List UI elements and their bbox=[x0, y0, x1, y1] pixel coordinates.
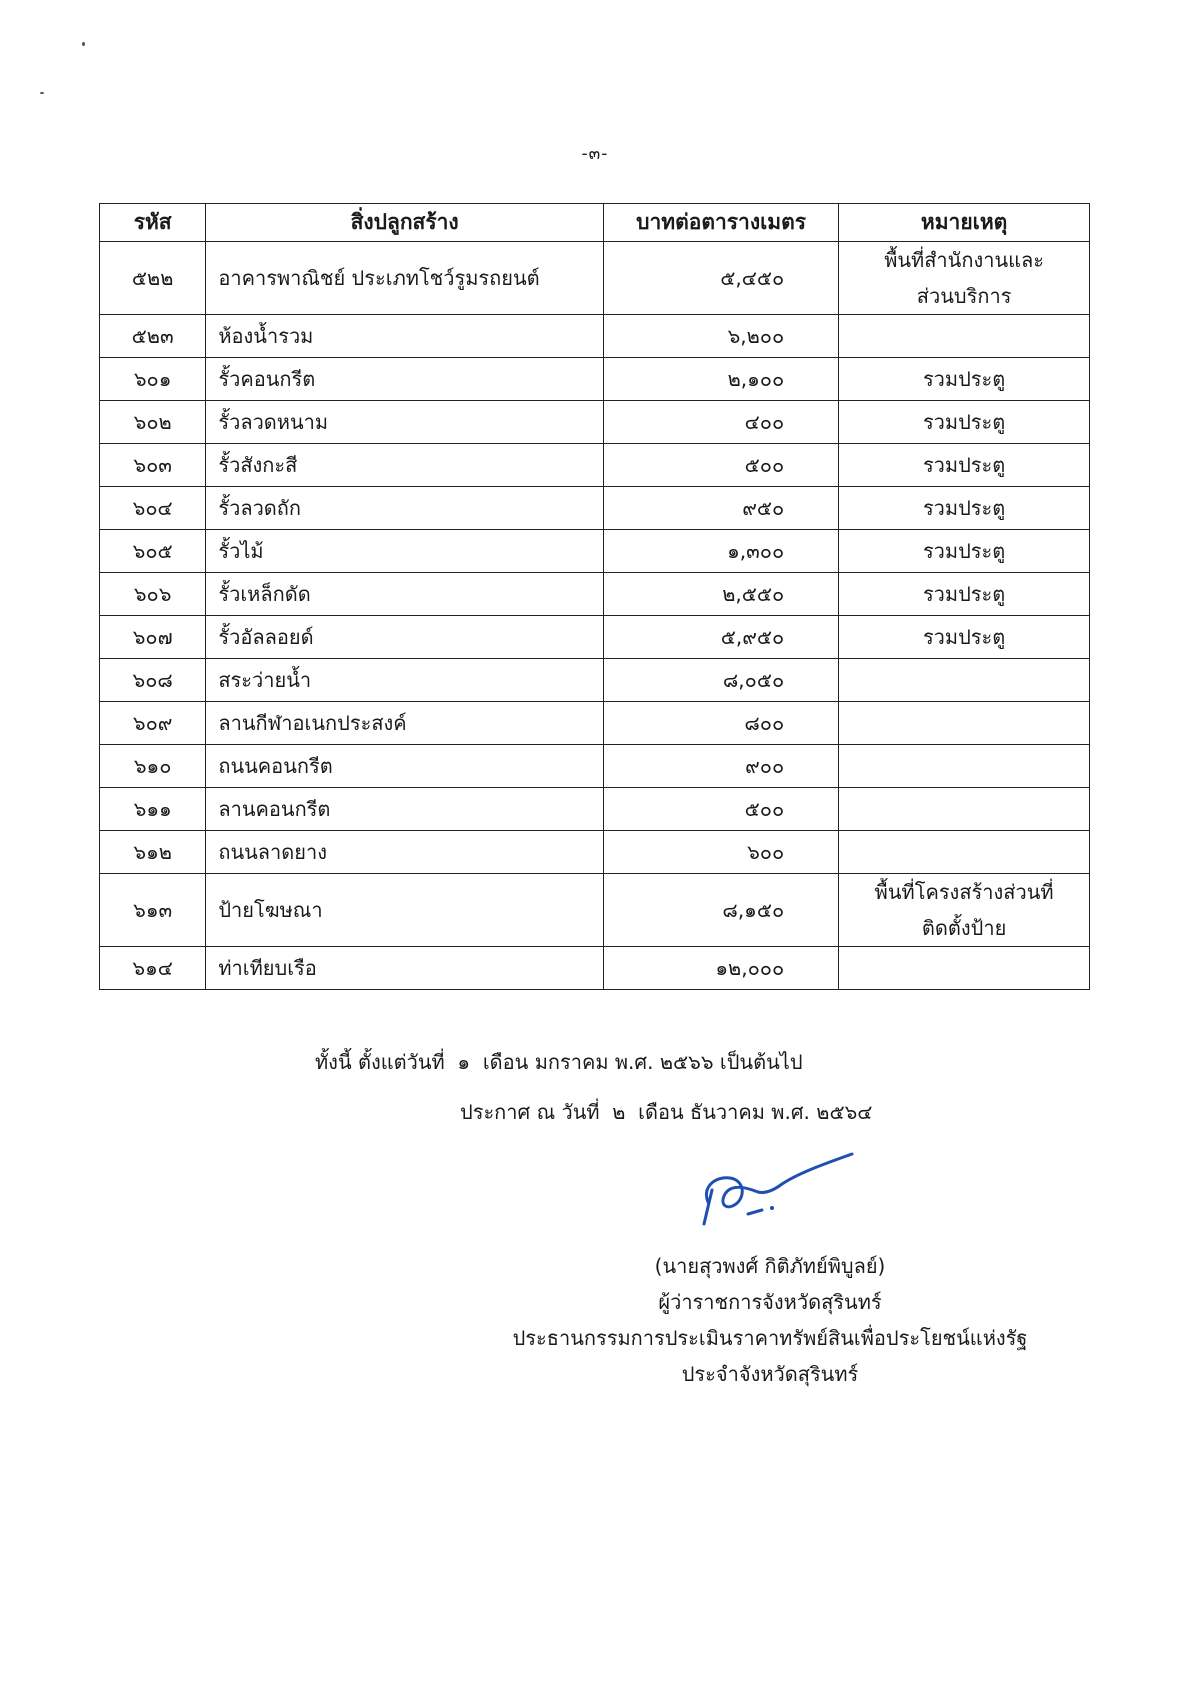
page-number: -๓- bbox=[581, 144, 609, 164]
table-row bbox=[100, 659, 1090, 702]
row-structure-name: รั้วลวดถัก bbox=[206, 487, 604, 530]
row-structure-name: ห้องน้ำรวม bbox=[206, 315, 604, 358]
row-price: ๒,๕๕๐ bbox=[603, 573, 838, 616]
remark-line: รวมประตู bbox=[922, 367, 1006, 391]
signer-position-committee: ประธานกรรมการประเมินราคาทรัพย์สินเพื่อประโยชน์แห่งรัฐ bbox=[512, 1326, 1028, 1350]
row-remark bbox=[839, 788, 1090, 831]
row-remark bbox=[839, 745, 1090, 788]
row-remark bbox=[839, 702, 1090, 745]
row-remark bbox=[839, 874, 1090, 947]
remark-line: รวมประตู bbox=[922, 539, 1006, 563]
row-code: ๖๐๗ bbox=[100, 616, 206, 659]
row-code: ๖๐๖ bbox=[100, 573, 206, 616]
row-price: ๖๐๐ bbox=[603, 831, 838, 874]
row-remark bbox=[839, 315, 1090, 358]
row-structure-name: ป้ายโฆษณา bbox=[206, 874, 604, 947]
row-structure-name: ลานกีฬาอเนกประสงค์ bbox=[206, 702, 604, 745]
row-price: ๒,๑๐๐ bbox=[603, 358, 838, 401]
header-remark: หมายเหตุ bbox=[839, 204, 1090, 242]
table-row bbox=[100, 358, 1090, 401]
row-price: ๔๐๐ bbox=[603, 401, 838, 444]
row-structure-name: รั้วอัลลอยด์ bbox=[206, 616, 604, 659]
row-price: ๖,๒๐๐ bbox=[603, 315, 838, 358]
remark-line: รวมประตู bbox=[922, 410, 1006, 434]
row-price: ๙๐๐ bbox=[603, 745, 838, 788]
row-price: ๑๒,๐๐๐ bbox=[603, 947, 838, 990]
row-remark bbox=[839, 573, 1090, 616]
row-code: ๖๑๑ bbox=[100, 788, 206, 831]
remark-line: พื้นที่โครงสร้างส่วนที่ bbox=[874, 880, 1054, 904]
row-structure-name: อาคารพาณิชย์ ประเภทโชว์รูมรถยนต์ bbox=[206, 242, 604, 315]
row-price: ๕๐๐ bbox=[603, 444, 838, 487]
row-price: ๙๕๐ bbox=[603, 487, 838, 530]
table-row bbox=[100, 530, 1090, 573]
announcement-date-text: ประกาศ ณ วันที่ ๒ เดือน ธันวาคม พ.ศ. ๒๕๖๔ bbox=[460, 1100, 873, 1124]
row-structure-name: รั้วคอนกรีต bbox=[206, 358, 604, 401]
table-row bbox=[100, 315, 1090, 358]
row-remark bbox=[839, 831, 1090, 874]
row-structure-name: รั้วลวดหนาม bbox=[206, 401, 604, 444]
row-structure-name: ถนนคอนกรีต bbox=[206, 745, 604, 788]
row-price: ๕,๔๕๐ bbox=[603, 242, 838, 315]
table-row bbox=[100, 487, 1090, 530]
table-row bbox=[100, 874, 1090, 947]
header-structure: สิ่งปลูกสร้าง bbox=[206, 204, 604, 242]
signer-position-governor: ผู้ว่าราชการจังหวัดสุรินทร์ bbox=[658, 1290, 882, 1314]
row-code: ๖๑๒ bbox=[100, 831, 206, 874]
remark-line: พื้นที่สำนักงานและ bbox=[884, 248, 1045, 272]
row-remark bbox=[839, 659, 1090, 702]
table-body bbox=[100, 242, 1090, 990]
row-price: ๕,๙๕๐ bbox=[603, 616, 838, 659]
row-code: ๖๐๑ bbox=[100, 358, 206, 401]
row-price: ๘,๐๕๐ bbox=[603, 659, 838, 702]
scan-speck bbox=[82, 42, 85, 46]
table-row bbox=[100, 444, 1090, 487]
table-header-row bbox=[100, 204, 1090, 242]
row-remark bbox=[839, 358, 1090, 401]
row-remark bbox=[839, 616, 1090, 659]
row-code: ๖๑๔ bbox=[100, 947, 206, 990]
row-code: ๖๐๒ bbox=[100, 401, 206, 444]
row-remark bbox=[839, 487, 1090, 530]
remark-line: ส่วนบริการ bbox=[916, 284, 1012, 308]
table-row bbox=[100, 242, 1090, 315]
table-row bbox=[100, 702, 1090, 745]
row-structure-name: รั้วสังกะสี bbox=[206, 444, 604, 487]
row-remark bbox=[839, 401, 1090, 444]
price-table bbox=[99, 203, 1090, 990]
remark-line: รวมประตู bbox=[922, 453, 1006, 477]
effective-date-text: ทั้งนี้ ตั้งแต่วันที่ ๑ เดือน มกราคม พ.ศ. ๒๕๖๖ เป็นต้นไป bbox=[315, 1050, 803, 1074]
signature-image bbox=[700, 1140, 860, 1230]
signer-block bbox=[470, 1248, 1070, 1392]
row-code: ๖๐๘ bbox=[100, 659, 206, 702]
row-price: ๘,๑๕๐ bbox=[603, 874, 838, 947]
row-remark bbox=[839, 530, 1090, 573]
row-code: ๖๐๔ bbox=[100, 487, 206, 530]
remark-line: รวมประตู bbox=[922, 582, 1006, 606]
row-code: ๕๒๓ bbox=[100, 315, 206, 358]
row-structure-name: รั้วไม้ bbox=[206, 530, 604, 573]
row-price: ๘๐๐ bbox=[603, 702, 838, 745]
header-code: รหัส bbox=[100, 204, 206, 242]
row-code: ๖๑๓ bbox=[100, 874, 206, 947]
row-code: ๖๐๕ bbox=[100, 530, 206, 573]
table-row bbox=[100, 788, 1090, 831]
table-row bbox=[100, 745, 1090, 788]
row-structure-name: ถนนลาดยาง bbox=[206, 831, 604, 874]
row-code: ๖๐๓ bbox=[100, 444, 206, 487]
remark-line: รวมประตู bbox=[922, 496, 1006, 520]
table-row bbox=[100, 401, 1090, 444]
row-structure-name: รั้วเหล็กดัด bbox=[206, 573, 604, 616]
remark-line: ติดตั้งป้าย bbox=[921, 916, 1007, 940]
table-row bbox=[100, 947, 1090, 990]
table-row bbox=[100, 616, 1090, 659]
signer-name: (นายสุวพงศ์ กิติภัทย์พิบูลย์) bbox=[654, 1254, 886, 1278]
scan-speck bbox=[40, 92, 44, 94]
row-remark bbox=[839, 947, 1090, 990]
table-row bbox=[100, 831, 1090, 874]
remark-line: รวมประตู bbox=[922, 625, 1006, 649]
row-structure-name: สระว่ายน้ำ bbox=[206, 659, 604, 702]
row-price: ๕๐๐ bbox=[603, 788, 838, 831]
row-code: ๖๐๙ bbox=[100, 702, 206, 745]
row-code: ๕๒๒ bbox=[100, 242, 206, 315]
row-structure-name: ลานคอนกรีต bbox=[206, 788, 604, 831]
signer-position-province: ประจำจังหวัดสุรินทร์ bbox=[681, 1362, 859, 1386]
row-remark bbox=[839, 242, 1090, 315]
table-row bbox=[100, 573, 1090, 616]
header-price: บาทต่อตารางเมตร bbox=[603, 204, 838, 242]
row-structure-name: ท่าเทียบเรือ bbox=[206, 947, 604, 990]
row-code: ๖๑๐ bbox=[100, 745, 206, 788]
row-price: ๑,๓๐๐ bbox=[603, 530, 838, 573]
row-remark bbox=[839, 444, 1090, 487]
